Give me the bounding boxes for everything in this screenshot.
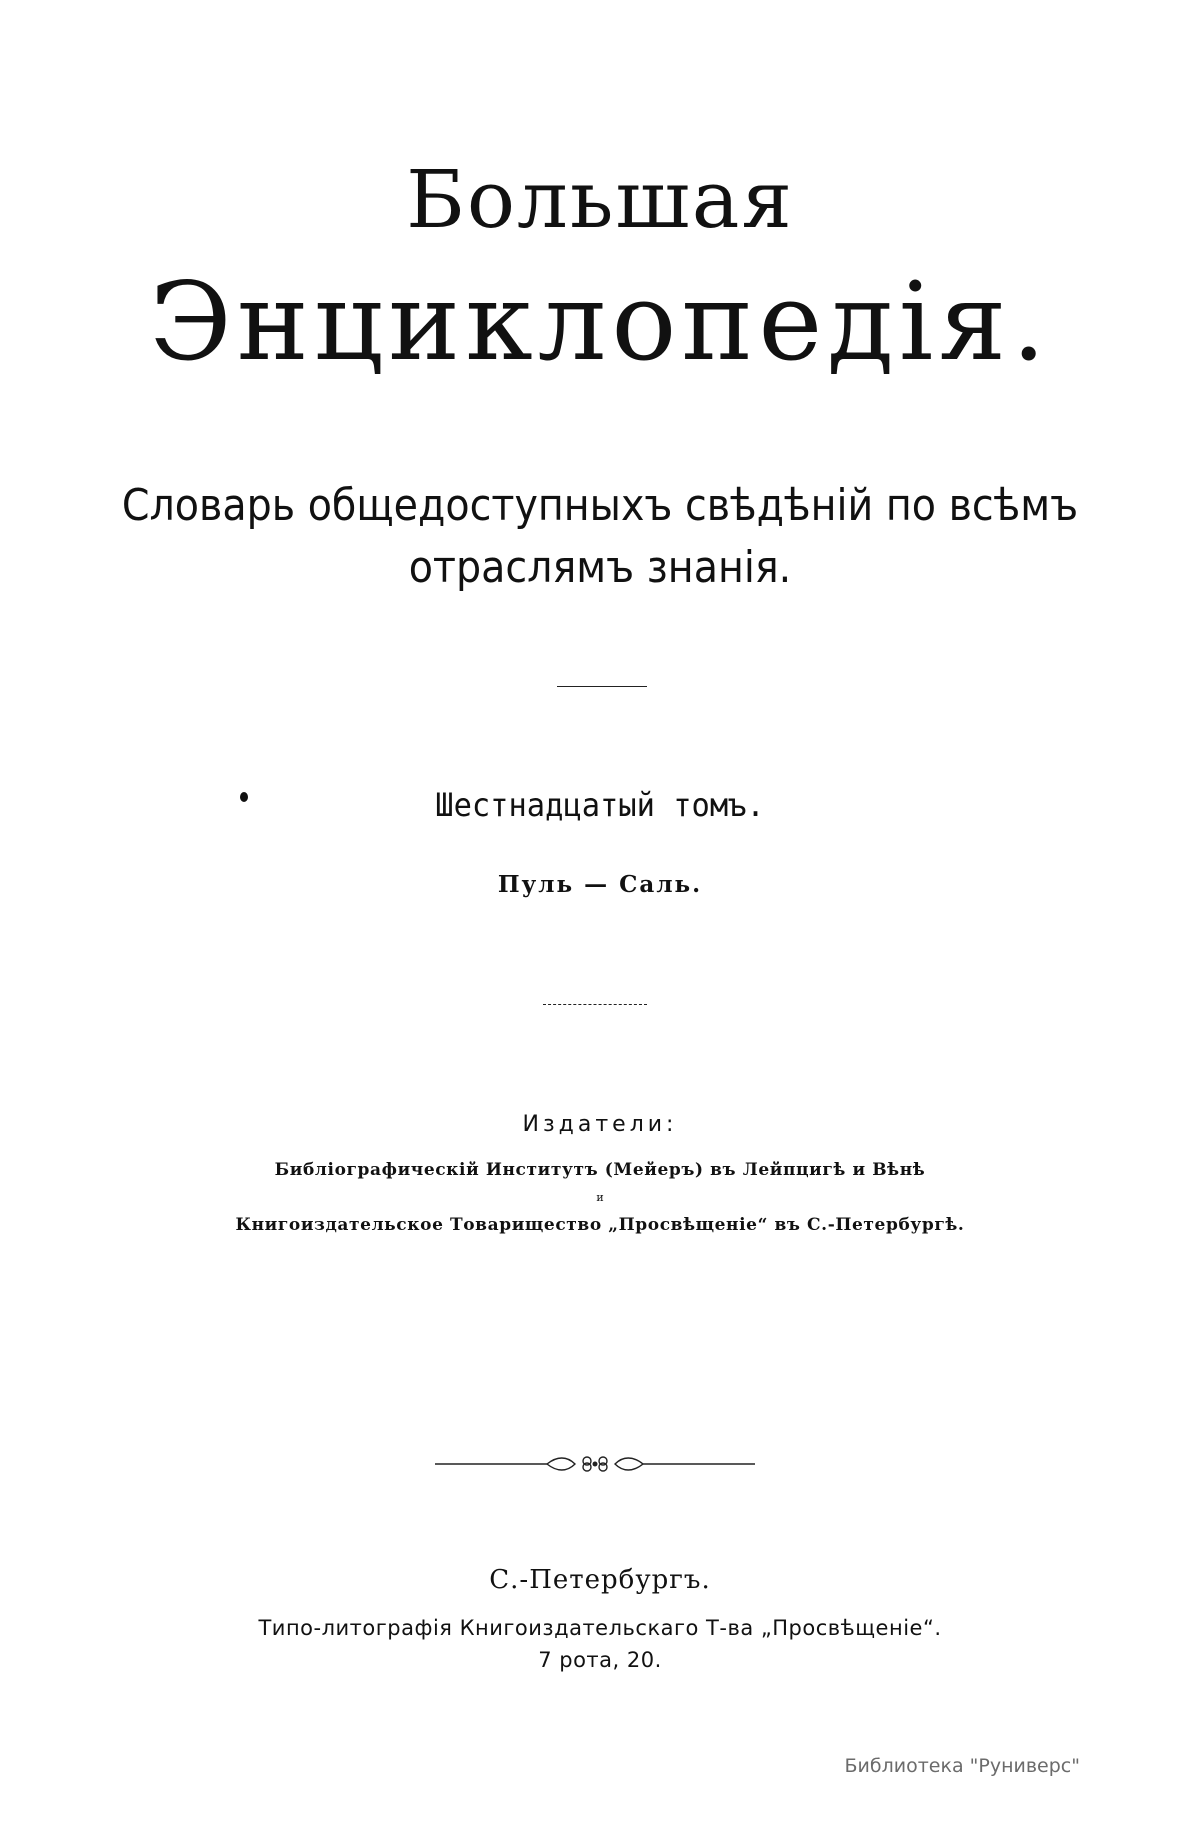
volume-label: Шестнадцатый томъ. [435, 786, 765, 824]
publisher-first: Библіографическій Институтъ (Мейеръ) въ Лейпцигѣ и Вѣнѣ [274, 1160, 926, 1180]
publisher-conjunction: и [596, 1191, 604, 1204]
imprint-city: С.-Петербургъ. [489, 1565, 711, 1595]
divider-rule-middle [543, 1004, 647, 1005]
imprint-address: 7 рота, 20. [538, 1648, 662, 1672]
publishers-label: Издатели: [522, 1112, 678, 1137]
title-line-1: Большая [406, 153, 794, 246]
volume-range: Пуль — Саль. [497, 871, 703, 898]
title-line-2: Энциклопедія. [149, 260, 1051, 385]
ornament-divider-icon [435, 1452, 755, 1476]
divider-rule-top [557, 686, 647, 687]
publisher-second: Книгоиздательское Товарищество „Просвѣщеніе“ въ С.-Петербургѣ. [235, 1215, 965, 1235]
subtitle-line-2: отраслямъ знанія. [408, 542, 792, 593]
library-watermark: Библиотека "Руниверс" [844, 1755, 1080, 1777]
imprint-printer: Типо-литографія Книгоиздательскаго Т-ва „Просвѣщеніе“. [258, 1616, 942, 1640]
subtitle-line-1: Словарь общедоступныхъ свѣдѣній по всѣмъ [121, 480, 1079, 531]
